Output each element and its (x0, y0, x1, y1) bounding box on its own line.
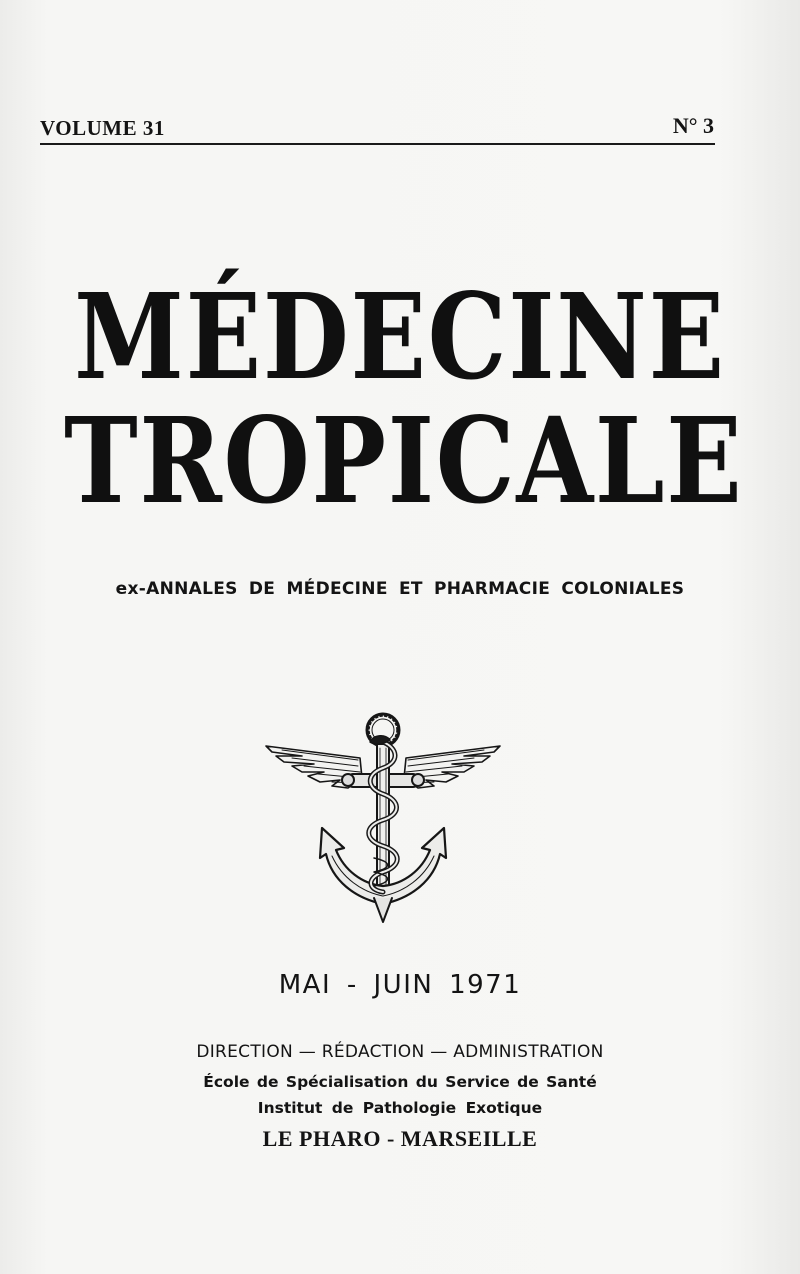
journal-subtitle: ex-ANNALES DE MÉDECINE ET PHARMACIE COLONIALES (115, 579, 685, 599)
winged-anchor-caduceus-icon (262, 708, 504, 928)
journal-title-line-1: MÉDECINE (74, 267, 726, 406)
institute-name: Institut de Pathologie Exotique (257, 1099, 543, 1117)
school-name: École de Spécialisation du Service de Santé (203, 1073, 597, 1091)
journal-title-line-2: TROPICALE (64, 391, 744, 530)
header-divider (40, 143, 715, 145)
issue-date: MAI - JUIN 1971 (278, 970, 522, 1000)
publication-place: LE PHARO - MARSEILLE (262, 1126, 538, 1151)
volume-label: VOLUME 31 (40, 116, 165, 140)
issue-number: N° 3 (672, 113, 714, 138)
direction-line: DIRECTION — RÉDACTION — ADMINISTRATION (196, 1042, 604, 1062)
